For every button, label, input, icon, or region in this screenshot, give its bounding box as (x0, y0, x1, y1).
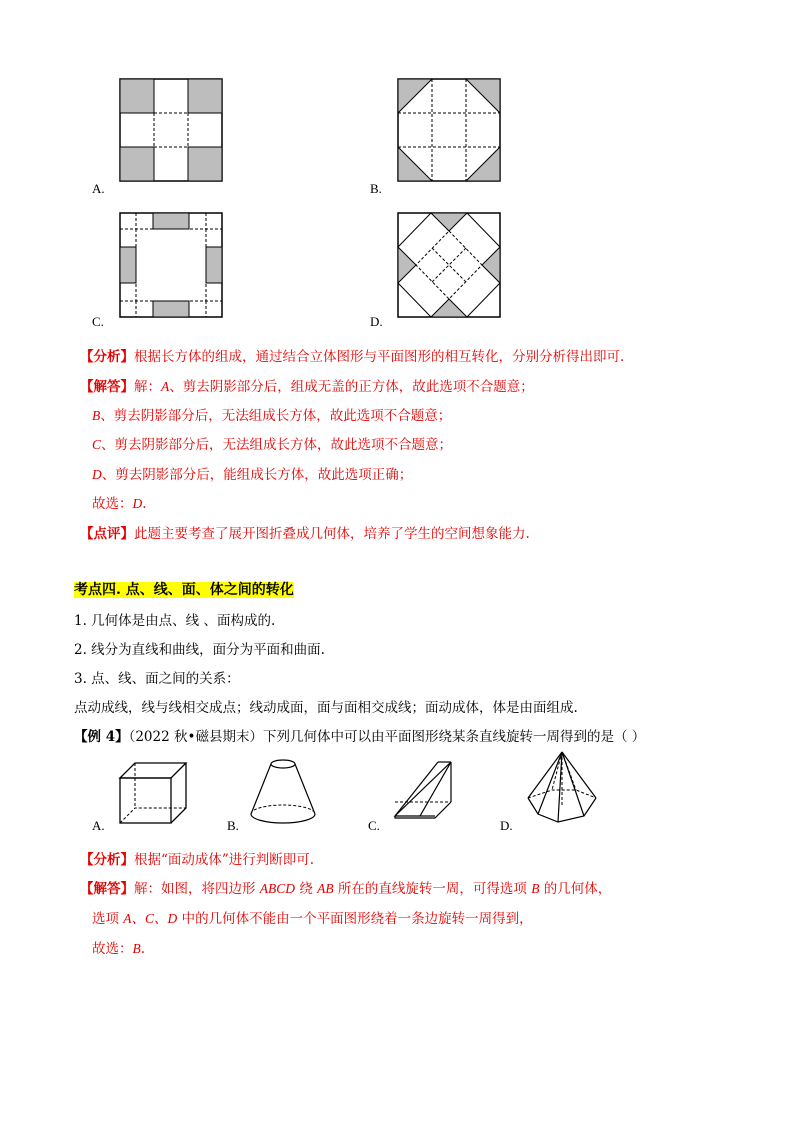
shaded-corner (188, 79, 222, 113)
pyramid-figure (522, 750, 602, 828)
shaded-corner (188, 147, 222, 181)
dianping-text: 此题主要考查了展开图折叠成几何体，培养了学生的空间想象能力. (134, 526, 530, 542)
line2-text: 中的几何体不能由一个平面图形绕着一条边旋转一周得到， (177, 911, 533, 927)
analysis1-line3 (92, 433, 452, 453)
analysis1-line4 (92, 463, 412, 483)
section-item-1: 1. 几何体是由点、线 、面构成的. (74, 613, 276, 629)
jieda-line1: 、剪去阴影部分后，组成无盖的正方体，故此选项不合题意； (169, 379, 534, 395)
example-option-a: A. (92, 818, 105, 833)
section-summary: 点动成线，线与线相交成点；线动成面，面与面相交成线；面动成体，体是由面组成. (74, 700, 578, 716)
option-label-b: B. (370, 181, 382, 196)
prism-figure (391, 758, 467, 826)
shaded-corner (120, 79, 154, 113)
var-b: B (531, 881, 540, 896)
analysis2-jieda (80, 877, 611, 897)
example-option-b: B. (227, 818, 239, 833)
shaded-rect (153, 213, 189, 229)
option-label-c: C. (92, 314, 104, 329)
answer-var: D (132, 496, 143, 511)
example-option-d: D. (500, 818, 513, 833)
analysis1-dianping (80, 522, 530, 542)
analysis2-line2 (92, 907, 533, 927)
answer-var: B (132, 941, 141, 956)
example-source: （2022 秋•磁县期末） (128, 729, 263, 745)
frustum-figure (247, 756, 319, 828)
var-abcd: ABCD (259, 881, 296, 896)
answer-end: . (142, 496, 147, 512)
analysis1-line2 (92, 404, 451, 424)
var-b: B (92, 408, 101, 423)
net-figure-c (119, 212, 223, 318)
var-ab: AB (317, 881, 334, 896)
jieda-line4: 、剪去阴影部分后，能组成长方体，故此选项正确； (101, 467, 413, 483)
analysis2-fenxi (80, 848, 314, 868)
var-d: D (92, 467, 102, 482)
fenxi-text: 根据长方体的组成，通过结合立体图形与平面图形的相互转化，分别分析得出即可. (134, 349, 625, 365)
fenxi-text: 根据“面动成体”进行判断即可. (134, 852, 315, 868)
fenxi-tag: 【分析】 (80, 852, 134, 868)
var-c: C (92, 437, 102, 452)
jieda-tag: 【解答】 (80, 881, 134, 897)
shaded-rect (206, 247, 222, 283)
jieda-mid: 所在的直线旋转一周，可得选项 (333, 881, 532, 897)
analysis1-fenxi (80, 345, 624, 365)
line2-vars: A、C、D (123, 911, 178, 926)
section-item-3: 3. 点、线、面之间的关系： (74, 671, 240, 687)
jieda-end: 的几何体， (539, 881, 612, 897)
shaded-corner (120, 147, 154, 181)
option-label-d: D. (370, 314, 383, 329)
jieda-pre: 解： (134, 379, 161, 395)
jieda-pre: 解：如图，将四边形 (134, 881, 260, 897)
answer-pre: 故选： (92, 941, 133, 957)
var-a: A (161, 379, 170, 394)
answer-end: . (140, 941, 146, 957)
section-item-2: 2. 线分为直线和曲线，面分为平面和曲面. (74, 642, 325, 658)
analysis1-jieda (80, 375, 534, 395)
jieda-rao: 绕 (295, 881, 318, 897)
section-title-wrap (74, 579, 294, 599)
analysis1-answer (92, 492, 147, 512)
net-figure-d (397, 212, 501, 318)
option-label-a: A. (92, 181, 105, 196)
shaded-rect (153, 301, 189, 317)
cube-figure (117, 760, 189, 826)
net-figure-b (397, 78, 501, 182)
fenxi-tag: 【分析】 (80, 349, 134, 365)
example-option-c: C. (368, 818, 380, 833)
example4-question (74, 725, 645, 745)
jieda-line3: 、剪去阴影部分后，无法组成长方体，故此选项不合题意； (101, 437, 453, 453)
jieda-tag: 【解答】 (80, 379, 134, 395)
answer-pre: 故选： (92, 496, 133, 512)
analysis2-answer (92, 937, 145, 957)
net-figure-a (119, 78, 223, 182)
example-tag: 【例 4】 (74, 729, 129, 745)
dianping-tag: 【点评】 (80, 526, 134, 542)
jieda-line2: 、剪去阴影部分后，无法组成长方体，故此选项不合题意； (100, 408, 452, 424)
line2-pre: 选项 (92, 911, 124, 927)
section-title: 考点四. 点、线、面、体之间的转化 (74, 582, 294, 598)
example-question: 下列几何体中可以由平面图形绕某条直线旋转一周得到的是（ ） (262, 729, 646, 745)
shaded-rect (120, 247, 136, 283)
